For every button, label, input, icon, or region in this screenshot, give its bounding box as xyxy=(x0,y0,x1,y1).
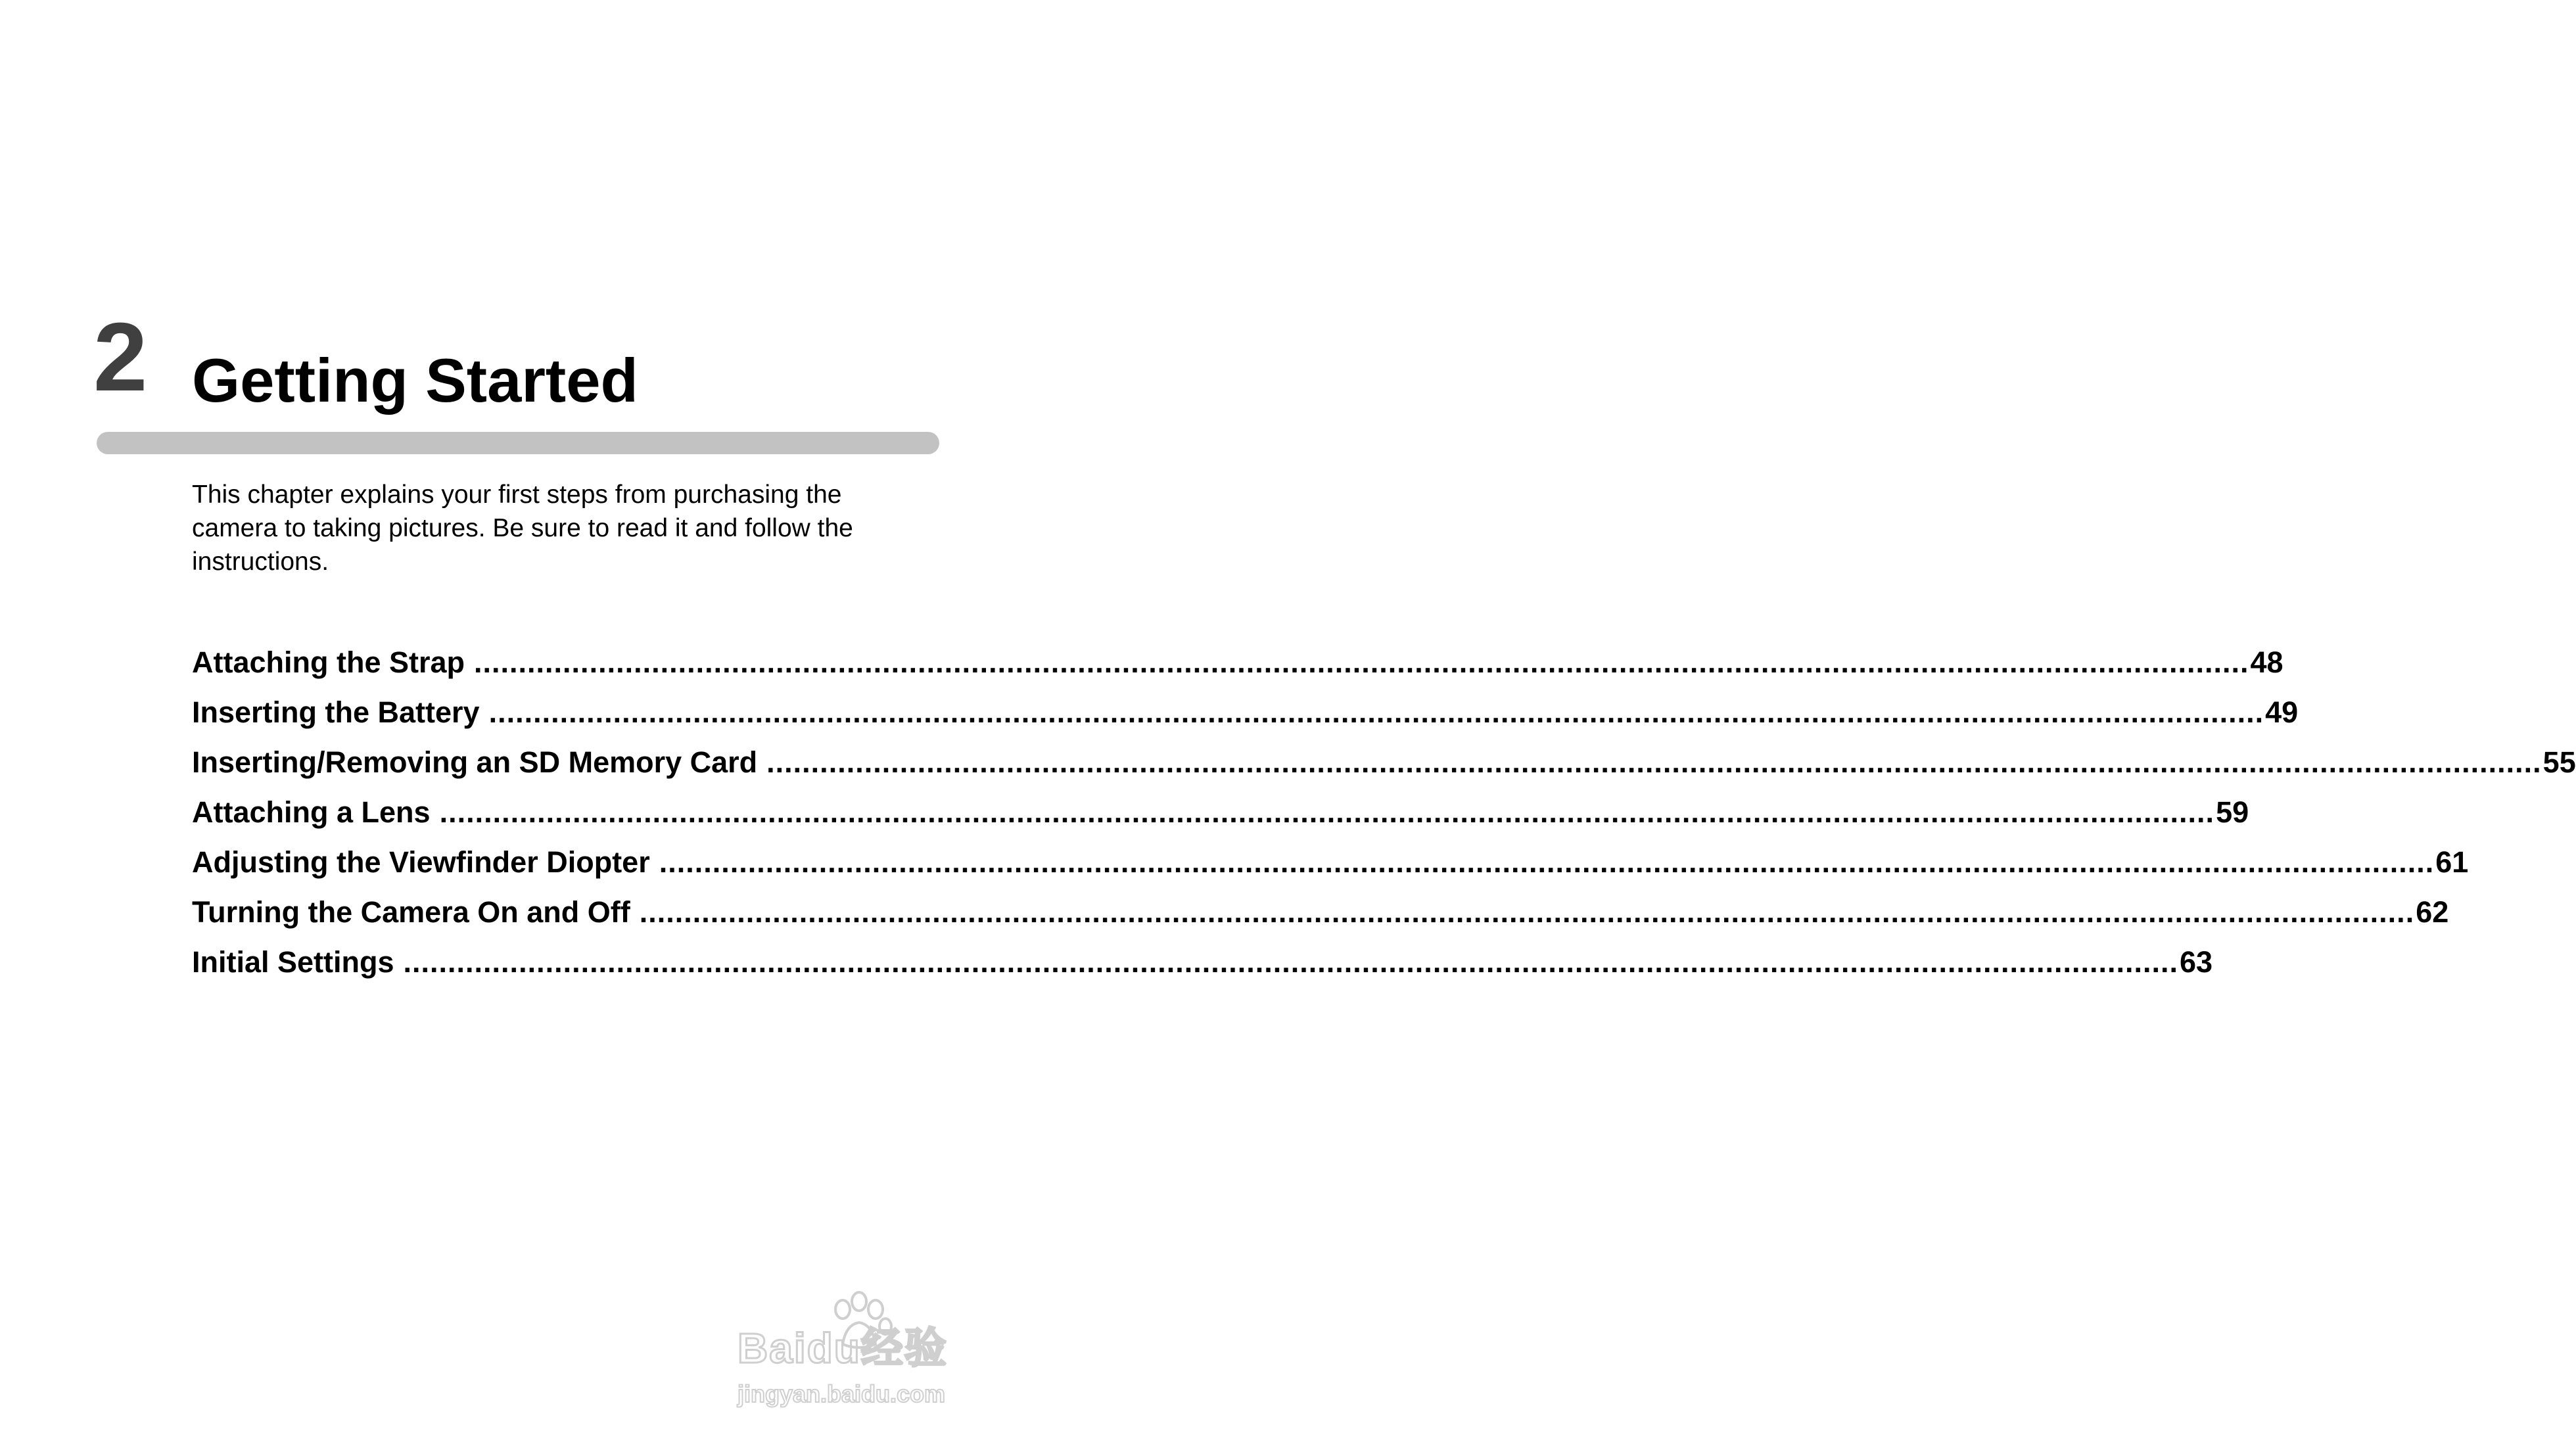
toc-page-number: 61 xyxy=(2435,845,2469,879)
toc-entry-initial-settings[interactable] xyxy=(192,937,2213,987)
toc-entry-label: Turning the Camera On and Off xyxy=(192,895,630,929)
intro-line: This chapter explains your first steps from purchasing the xyxy=(192,481,842,509)
toc-dot-leader: ........................................................................................................................................................................................................ xyxy=(659,845,2435,879)
chapter-intro xyxy=(192,478,954,578)
toc-page-number: 62 xyxy=(2416,895,2449,929)
toc-entry-label: Adjusting the Viewfinder Diopter xyxy=(192,845,650,879)
title-rule xyxy=(97,432,939,454)
toc-dot-leader: ........................................................................................................................................................................................................ xyxy=(766,745,2542,779)
toc-entry-sd-memory-card[interactable] xyxy=(192,738,2576,787)
toc-entry-label: Initial Settings xyxy=(192,945,394,979)
toc-entry-label: Inserting/Removing an SD Memory Card xyxy=(192,745,758,779)
watermark-url: jingyan.baidu.com xyxy=(738,1380,946,1407)
intro-line: camera to taking pictures. Be sure to read it and follow the xyxy=(192,514,853,542)
toc-entry-label: Inserting the Battery xyxy=(192,695,480,729)
toc-dot-leader: ........................................................................................................................................................................................................ xyxy=(474,645,2249,679)
toc-entry-label: Attaching a Lens xyxy=(192,795,431,829)
toc-entry-inserting-the-battery[interactable] xyxy=(192,688,2299,738)
baidu-watermark xyxy=(738,1288,974,1420)
toc-entry-viewfinder-diopter[interactable] xyxy=(192,837,2469,887)
toc-dot-leader: ........................................................................................................................................................................................................ xyxy=(403,945,2179,979)
toc-dot-leader: ........................................................................................................................................................................................................ xyxy=(488,695,2264,729)
intro-line: instructions. xyxy=(192,548,329,576)
toc-dot-leader: ........................................................................................................................................................................................................ xyxy=(439,795,2215,829)
toc-page-number: 49 xyxy=(2265,695,2299,729)
toc-dot-leader: ........................................................................................................................................................................................................ xyxy=(639,895,2415,929)
toc-entry-camera-on-off[interactable] xyxy=(192,887,2449,937)
toc-page-number: 48 xyxy=(2250,645,2283,679)
toc-entry-label: Attaching the Strap xyxy=(192,645,465,679)
toc-page-number: 63 xyxy=(2180,945,2213,979)
toc-entry-attaching-a-lens[interactable] xyxy=(192,787,2249,837)
toc-entry-attaching-the-strap[interactable] xyxy=(192,638,2283,688)
toc-page-number: 55 xyxy=(2542,745,2576,779)
watermark-logo: Baidu经验 xyxy=(738,1325,948,1372)
chapter-number: 2 xyxy=(93,303,148,411)
table-of-contents xyxy=(192,638,2576,987)
toc-page-number: 59 xyxy=(2216,795,2249,829)
chapter-title: Getting Started xyxy=(192,346,638,415)
